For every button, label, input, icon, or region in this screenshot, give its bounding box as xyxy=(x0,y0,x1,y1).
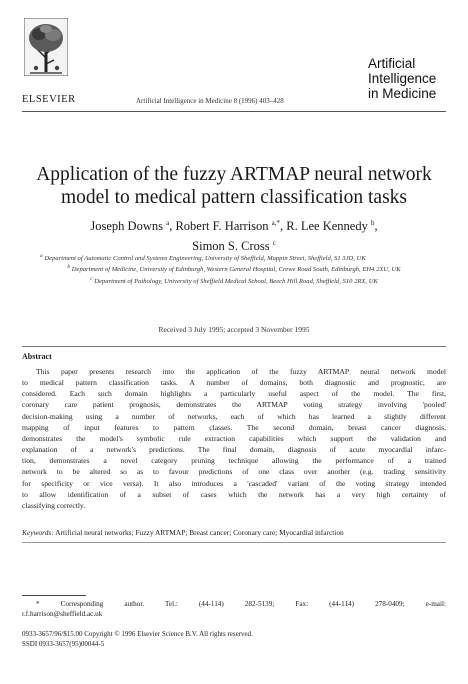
footnote-line: r.f.harrison@sheffield.ac.uk xyxy=(22,610,103,618)
abstract-line: demonstrates the model's symbolic rule extraction capabilities which support the validation and xyxy=(22,433,446,443)
header-divider xyxy=(22,111,446,112)
author-name: R. Lee Kennedy xyxy=(286,219,368,234)
author-affiliation-mark: a xyxy=(166,219,170,227)
copyright-notice xyxy=(22,629,253,649)
elsevier-tree-logo xyxy=(24,18,68,90)
section-divider xyxy=(22,346,446,347)
affiliation-mark: a xyxy=(40,253,43,259)
abstract-line: considered. Each such domain highlights a particularly useful aspect of the model. The first, xyxy=(22,389,446,399)
abstract-line: to medical pattern classification tasks. A number of domains, both diagnostic and prognostic, are xyxy=(22,378,446,388)
author-name: Robert F. Harrison xyxy=(175,219,269,234)
affiliation-mark: b xyxy=(67,264,71,271)
journal-citation: Artificial Intelligence in Medicine 8 (1996) 403–428 xyxy=(136,97,284,105)
affiliation-text: Department of Automatic Control and Systems Engineering, University of Sheffield, Mappin Street, Sheffield, S1 3JD, UK xyxy=(44,255,366,263)
corresponding-author-footnote xyxy=(22,599,446,619)
keywords-label: Keywords: xyxy=(22,528,54,537)
keywords xyxy=(22,528,446,537)
affiliation-text: Department of Medicine, University of Edinburgh, Western General Hospital, Crewe Road South, Edinburgh, EH4 2XU, UK xyxy=(71,266,401,274)
author-affiliation-mark: a,* xyxy=(271,219,281,227)
journal-title xyxy=(368,56,436,101)
abstract-body xyxy=(22,366,446,511)
author-name: Simon S. Cross xyxy=(192,239,270,254)
author-separator: , xyxy=(374,219,378,234)
footnote-line: * Corresponding author. Tel.: (44-114) 282-5139; Fax: (44-114) 278-0409; e-mail: xyxy=(36,600,446,608)
keywords-text: Artificial neural networks; Fuzzy ARTMAP; Breast cancer; Coronary care; Myocardial infarction xyxy=(55,528,344,537)
abstract-line: to allow identification of a subset of cases which the network has a very high certainty of xyxy=(22,489,446,499)
author-affiliation-mark: c xyxy=(272,239,276,248)
author-name: Joseph Downs xyxy=(90,219,163,234)
affiliation-mark: c xyxy=(90,275,93,282)
received-accepted-dates: Received 3 July 1995; accepted 3 November 1995 xyxy=(158,325,310,334)
ssdi-line: SSDI 0933-3657(95)00044-5 xyxy=(22,640,105,648)
affiliation xyxy=(40,275,428,286)
affiliations xyxy=(40,252,428,286)
abstract-line: network to be altered so as to favour predictions of one class over another (e.g. trading sensitivity xyxy=(22,467,446,477)
elsevier-tree-icon xyxy=(24,18,68,76)
author-line xyxy=(30,215,438,235)
abstract-line: classifying correctly. xyxy=(22,500,86,510)
abstract-line: coronary care patient prognosis, demonstrates the ARTMAP voting strategy involving 'pooled' xyxy=(22,400,446,410)
paper-title xyxy=(30,163,438,209)
publisher-name: ELSEVIER xyxy=(22,94,76,105)
abstract-line: explanation of a network's predictions. The final domain, diagnosis of acute myocardial infarc- xyxy=(22,445,446,455)
abstract-line: This paper presents research into the application of the fuzzy ARTMAP neural network model xyxy=(36,367,446,376)
paper-title-line: model to medical pattern classification tasks xyxy=(60,187,408,208)
journal-title-line: Artificial xyxy=(368,56,416,71)
abstract-line: decision-making using a number of networks, each of which has learned a slightly different xyxy=(22,411,446,421)
paper-title-line: Application of the fuzzy ARTMAP neural network xyxy=(36,164,432,185)
abstract-line: for specificity or vice versa). It also introduces a 'cascaded' variant of the voting strategy intended xyxy=(22,478,446,488)
journal-title-line: in Medicine xyxy=(368,86,437,101)
footnote-divider xyxy=(22,595,86,596)
author-affiliation-mark: b xyxy=(370,219,375,227)
abstract-line: tion, demonstrates a novel category pruning technique allowing the performance of a trained xyxy=(22,456,446,466)
affiliation xyxy=(40,252,428,263)
journal-title-line: Intelligence xyxy=(368,71,437,86)
author-separator: , xyxy=(169,219,176,234)
affiliation xyxy=(40,263,428,274)
author-list xyxy=(30,215,438,255)
copyright-line: 0933-3657/96/$15.00 Copyright © 1996 Elsevier Science B.V. All rights reserved. xyxy=(22,630,253,638)
abstract-line: mapping of input features to pattern classes. The second domain, breast cancer diagnosis, xyxy=(22,422,446,432)
author-separator: , xyxy=(280,219,287,234)
affiliation-text: Department of Pathology, University of Sheffield Medical School, Beech Hill Road, Sheffield, S10 2RX, UK xyxy=(94,278,378,286)
abstract-divider xyxy=(22,542,446,543)
abstract-heading: Abstract xyxy=(22,352,52,361)
